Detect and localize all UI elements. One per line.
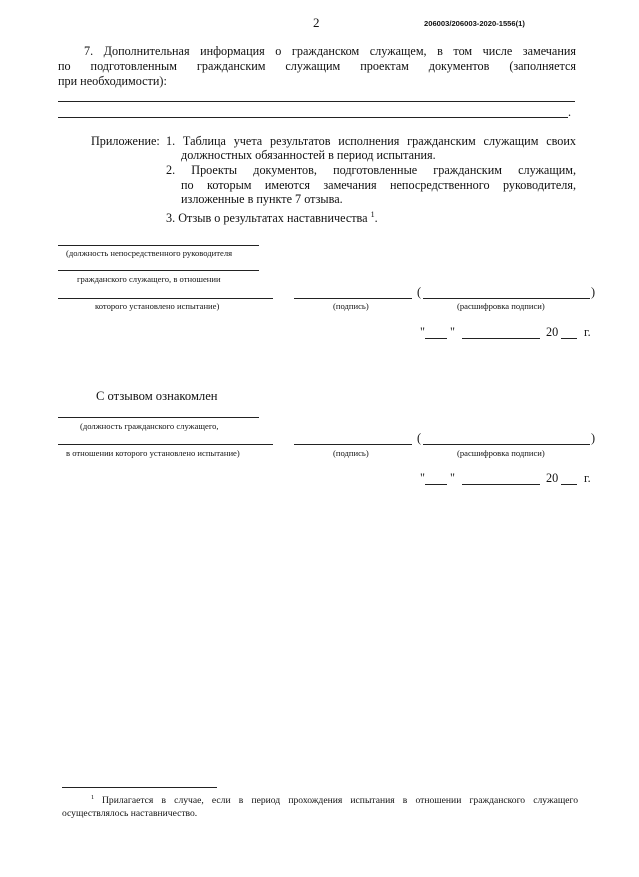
manager-position-line-3[interactable] (58, 298, 273, 299)
employee-position-line-1[interactable] (58, 417, 259, 418)
manager-decode-caption: (расшифровка подписи) (457, 301, 545, 311)
manager-date-year-suffix: г. (584, 325, 591, 339)
document-code: 206003/206003-2020-1556(1) (424, 19, 525, 28)
appendix-item3-text: 3. Отзыв о результатах наставничества (166, 211, 368, 226)
employee-caption-1: (должность гражданского служащего, (80, 421, 219, 431)
appendix-item2-line2: по которым имеются замечания непосредственного руководителя, (181, 178, 576, 192)
footnote-line2: осуществлялось наставничество. (62, 808, 198, 819)
appendix-item3-end: . (374, 211, 378, 226)
employee-date-quote-close: " (450, 471, 455, 485)
manager-date-month-line[interactable] (462, 338, 540, 339)
section7-line3: при необходимости): (58, 74, 167, 88)
employee-date-year-suffix: г. (584, 471, 591, 485)
appendix-item2-line3: изложенные в пункте 7 отзыва. (181, 192, 343, 206)
employee-caption-2: в отношении которого установлено испытание) (66, 448, 240, 458)
employee-position-line-2[interactable] (58, 444, 273, 445)
employee-date-quote-open: " (420, 471, 425, 485)
manager-caption-1: (должность непосредственного руководителя (66, 248, 233, 258)
employee-date-month-line[interactable] (462, 484, 540, 485)
manager-decode-line[interactable] (423, 298, 590, 299)
manager-signature-caption: (подпись) (333, 301, 369, 311)
manager-caption-2: гражданского служащего, в отношении (77, 274, 221, 284)
employee-date-day-line[interactable] (425, 484, 447, 485)
employee-signature-caption: (подпись) (333, 448, 369, 458)
manager-date-day-line[interactable] (425, 338, 447, 339)
appendix-item1-line2: должностных обязанностей в период испытания. (181, 148, 436, 162)
manager-caption-3: которого установлено испытание) (95, 301, 220, 311)
manager-date-year-line[interactable] (561, 338, 577, 339)
appendix-item2-line1: 2. Проекты документов, подготовленные гражданским служащим, (166, 163, 576, 177)
footnote-marker: 1 (91, 794, 95, 801)
manager-paren-open: ( (417, 285, 422, 299)
section7-line1: 7. Дополнительная информация о гражданском служащем, в том числе замечания (84, 44, 576, 58)
employee-signature-line[interactable] (294, 444, 412, 445)
manager-position-line-2[interactable] (58, 270, 259, 271)
employee-date-year-prefix: 20 (546, 471, 559, 485)
manager-date-quote-close: " (450, 325, 455, 339)
manager-date-quote-open: " (420, 325, 425, 339)
manager-signature-line[interactable] (294, 298, 412, 299)
appendix-item3 (166, 207, 378, 226)
footnote-line1: Прилагается в случае, если в период прохождения испытания в отношении гражданского служащего (102, 795, 578, 806)
page-number: 2 (313, 15, 320, 30)
footnote-separator (62, 787, 217, 788)
manager-paren-close: ) (591, 285, 596, 299)
acquainted-title: С отзывом ознакомлен (96, 389, 218, 403)
employee-date-year-line[interactable] (561, 484, 577, 485)
employee-decode-line[interactable] (423, 444, 590, 445)
section7-line2: по подготовленным гражданским служащим проектам документов (заполняется (58, 59, 576, 73)
employee-paren-open: ( (417, 431, 422, 445)
section7-fill-line-2[interactable] (58, 117, 568, 118)
manager-position-line-1[interactable] (58, 245, 259, 246)
appendix-item3-footnote-marker: 1 (370, 210, 375, 219)
employee-decode-caption: (расшифровка подписи) (457, 448, 545, 458)
appendix-item1-line1: 1. Таблица учета результатов исполнения гражданским служащим своих (166, 134, 576, 148)
employee-paren-close: ) (591, 431, 596, 445)
section7-end-dot: . (568, 105, 572, 119)
manager-date-year-prefix: 20 (546, 325, 559, 339)
section7-fill-line-1[interactable] (58, 101, 575, 102)
appendix-label: Приложение: (91, 134, 160, 148)
